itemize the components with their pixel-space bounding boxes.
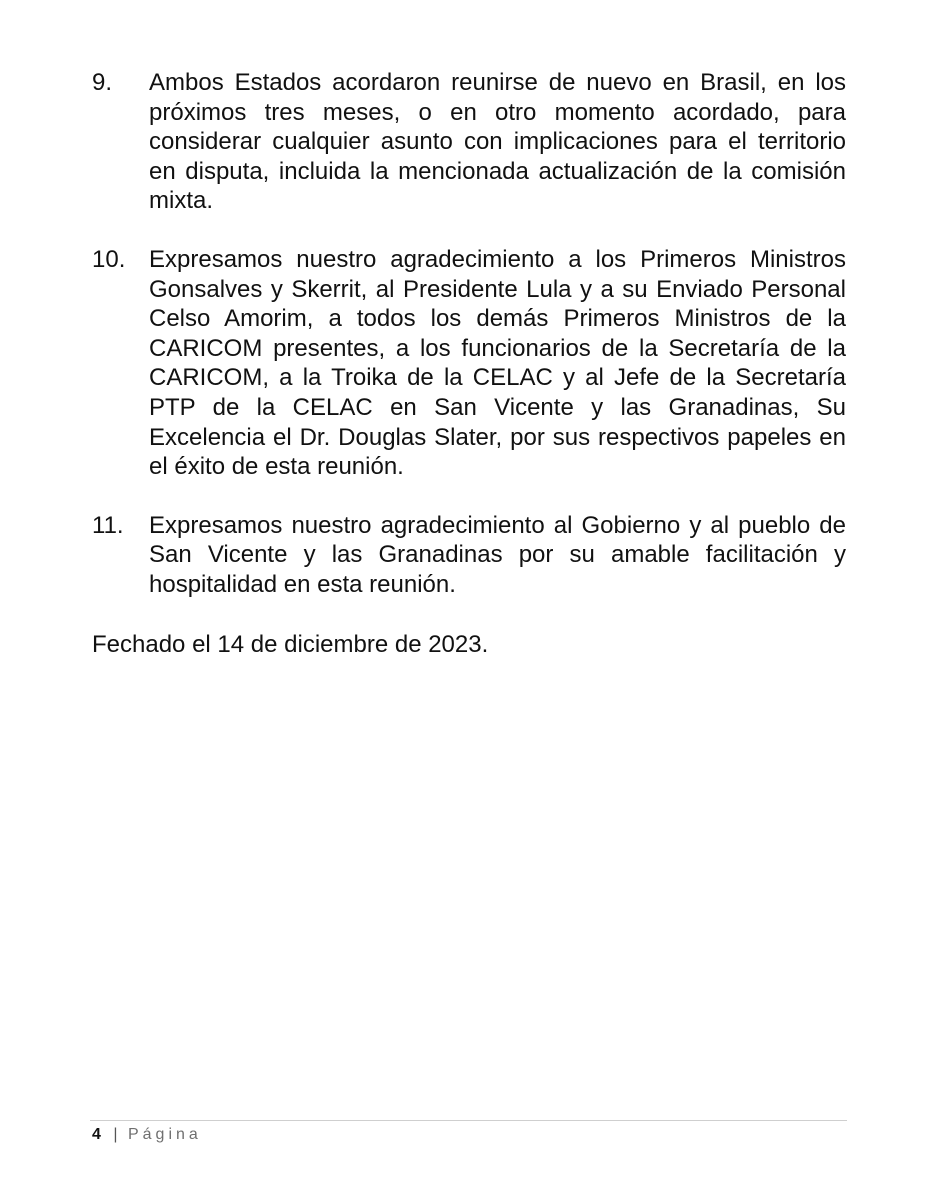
footer-separator: | (113, 1126, 118, 1143)
paragraph-item-11 (92, 511, 846, 600)
paragraph-text: Expresamos nuestro agradecimiento a los Primeros Ministros Gonsalves y Skerrit, al Presidente Lula y a su Enviado Personal Celso Amorim, a todos los demás Primeros Ministros de la CARICOM presentes, a los funcionarios de la Secretaría de la CARICOM, a la Troika de la CELAC y al Jefe de la Secretaría PTP de la CELAC en San Vicente y las Granadinas, Su Excelencia el Dr. Douglas Slater, por sus respectivos papeles en el éxito de esta reunión. (149, 245, 846, 481)
paragraph-text: Ambos Estados acordaron reunirse de nuevo en Brasil, en los próximos tres meses, o en otro momento acordado, para considerar cualquier asunto con implicaciones para el territorio en disputa, incluida la mencionada actualización de la comisión mixta. (149, 69, 846, 215)
paragraph-text: Expresamos nuestro agradecimiento al Gobierno y al pueblo de San Vicente y las Granadinas por su amable facilitación y hospitalidad en esta reunión. (149, 511, 846, 598)
page-footer (92, 1125, 202, 1145)
paragraph-number: 9. (92, 69, 113, 96)
paragraph-number: 11. (92, 511, 124, 539)
footer-divider (90, 1120, 847, 1121)
page-number: 4 (92, 1126, 101, 1143)
paragraph-item-10 (92, 245, 846, 482)
numbered-paragraph-list (92, 68, 846, 629)
date-line: Fechado el 14 de diciembre de 2023. (92, 631, 489, 658)
page-label: Página (127, 1126, 202, 1143)
paragraph-item-9 (92, 68, 846, 216)
paragraph-number: 10. (92, 245, 126, 273)
